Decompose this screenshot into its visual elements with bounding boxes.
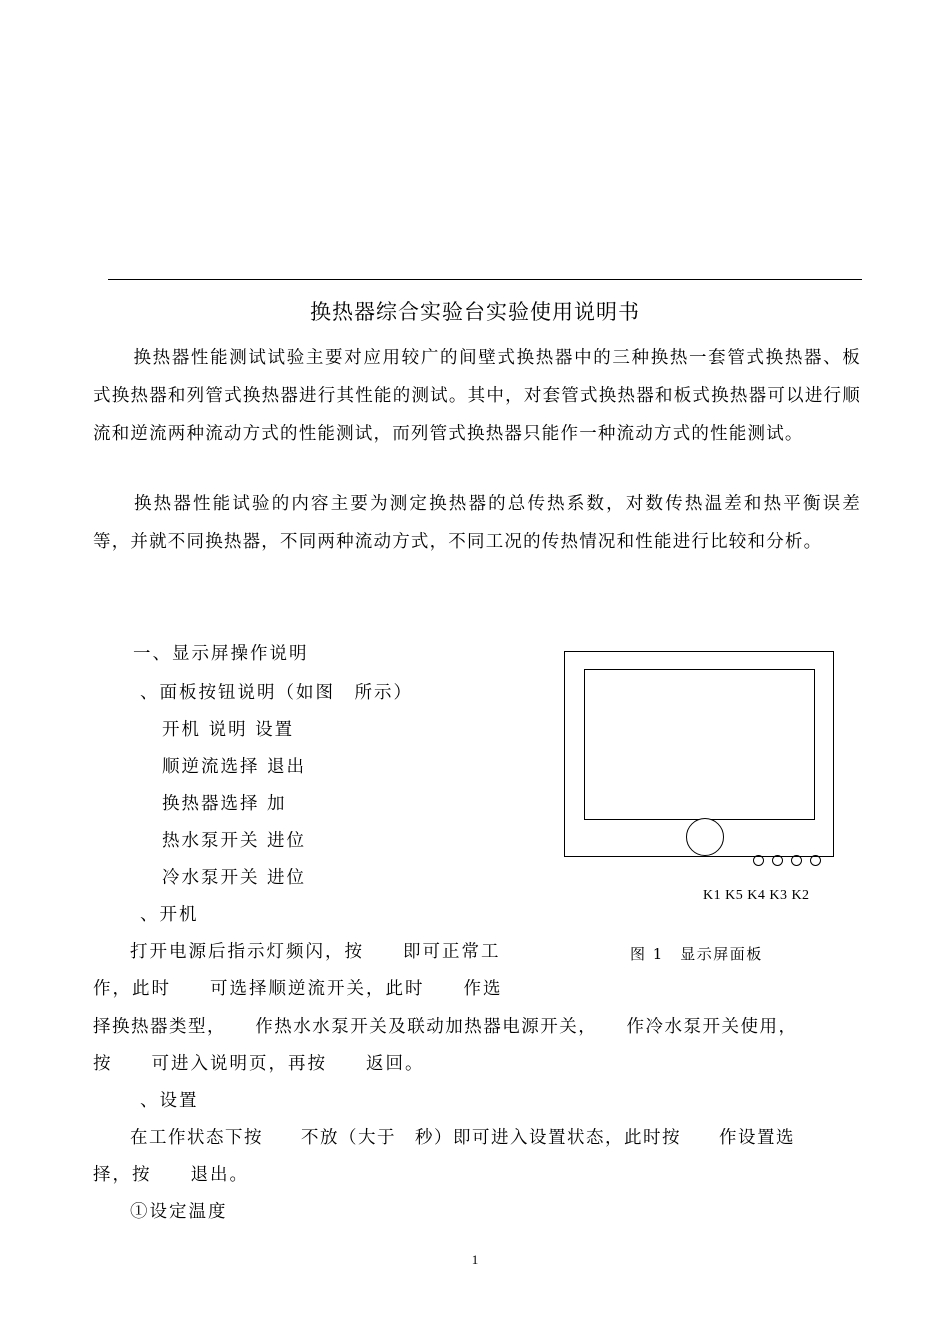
button-item: 顺逆流选择 退出 [162,757,307,777]
panel-knob [686,818,724,856]
settings-heading: 、设置 [140,1091,199,1111]
panel-buttons-heading: 、面板按钮说明（如图 所示） [140,683,413,703]
document-title: 换热器综合实验台实验使用说明书 [310,300,640,324]
key-labels: K1 K5 K4 K3 K2 [703,888,810,903]
intro-paragraph-1: 换热器性能测试试验主要对应用较广的间壁式换热器中的三种换热一套管式换热器、板式换热器和列管式换热器进行其性能的测试。其中，对套管式换热器和板式换热器可以进行顺流和逆流两种流动方式的性能测试，而列管式换热器只能作一种流动方式的性能测试。 [93,348,861,444]
panel-button-icon [772,855,783,866]
power-on-text: 打开电源后指示灯频闪，按 即可正常工 [130,942,501,962]
header-rule [108,279,862,280]
display-screen [584,669,815,820]
set-temperature-item: ①设定温度 [130,1202,228,1222]
power-on-heading: 、开机 [140,905,199,925]
panel-button-icon [753,855,764,866]
intro-paragraph-2: 换热器性能试验的内容主要为测定换热器的总传热系数，对数传热温差和热平衡误差等，并就不同换热器，不同两种流动方式，不同工况的传热情况和性能进行比较和分析。 [93,494,861,552]
page-number: 1 [471,1252,479,1267]
figure-caption: 图 1 显示屏面板 [630,945,763,963]
settings-text: 择，按 退出。 [93,1165,249,1185]
power-on-text: 作，此时 可选择顺逆流开关，此时 作选 [93,979,503,999]
panel-button-icon [791,855,802,866]
button-item: 开机 说明 设置 [162,720,295,740]
button-item: 换热器选择 加 [162,794,287,814]
panel-button-icon [810,855,821,866]
section-heading: 一、显示屏操作说明 [133,644,309,664]
button-item: 冷水泵开关 进位 [162,868,307,888]
power-on-text: 按 可进入说明页，再按 返回。 [93,1054,425,1074]
settings-text: 在工作状态下按 不放（大于 秒）即可进入设置状态，此时按 作设置选 [130,1128,795,1148]
power-on-text: 择换热器类型， 作热水水泵开关及联动加热器电源开关， 作冷水泵开关使用， [93,1017,798,1037]
button-item: 热水泵开关 进位 [162,831,307,851]
